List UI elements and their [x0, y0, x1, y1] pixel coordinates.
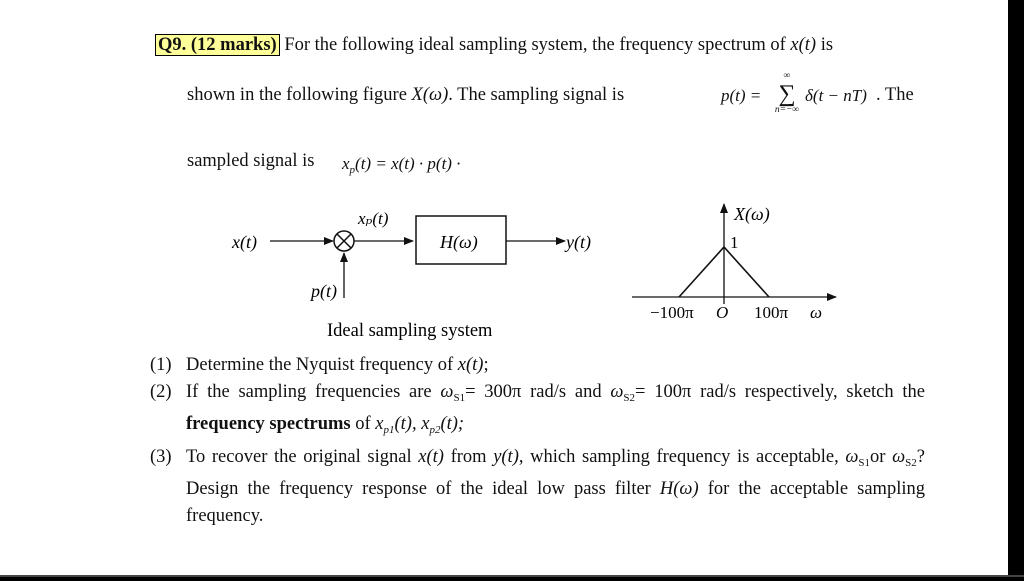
omega-s2-sub: S2 [905, 456, 917, 469]
multiplier-output-label: xₚ(t) [358, 209, 389, 228]
spectrum-pos-tick-label: 100π [754, 303, 789, 322]
item3-text-e: for the acceptable sampling frequency. [186, 479, 925, 526]
item-text [186, 352, 925, 379]
xp-rest: (t) = x(t) · p(t) · [355, 154, 461, 173]
item2-text-e: (t), [394, 414, 422, 434]
item-text [186, 379, 925, 444]
item1-text-a: Determine the Nyquist frequency of [186, 355, 458, 375]
item1-xt: x(t) [457, 355, 484, 375]
item-text [186, 444, 925, 530]
item2-text-c: = 100π rad/s respectively, sketch the [635, 381, 925, 402]
item3-yt: y(t) [493, 446, 519, 467]
line2-text: shown in the following figure [187, 85, 412, 105]
line3-text: sampled signal is [187, 151, 315, 171]
input-label: x(t) [232, 232, 257, 252]
omega-s2: ω [892, 446, 906, 467]
question-number: Q9. (12 marks) [155, 34, 280, 56]
filter-label: H(ω) [440, 232, 478, 252]
delta-expression: δ(t − nT) [805, 86, 867, 105]
line2-end: . The [876, 85, 914, 105]
sampling-label: p(t) [311, 281, 337, 301]
sum-symbol: ∑ [778, 80, 796, 107]
item2-text-a: If the sampling frequencies are [186, 381, 441, 402]
spectrum-symbol: X(ω) [411, 85, 449, 105]
sub-question-3 [150, 444, 925, 530]
spectrum-neg-tick-label: −100π [650, 303, 694, 322]
xp2: x [421, 414, 430, 434]
sub-question-1 [150, 352, 925, 379]
item3-or: or [870, 446, 893, 467]
omega-s1-sub: S1 [453, 391, 466, 404]
item-number: (3) [150, 446, 172, 467]
diagram-caption: Ideal sampling system [327, 321, 493, 341]
item1-text-c: ; [483, 355, 489, 375]
xp-base: x [342, 154, 350, 173]
spectrum-x-label: ω [810, 303, 823, 322]
xp2-sub: p2 [429, 424, 441, 436]
xp1-sub: p1 [383, 424, 395, 436]
spectrum-origin-label: O [716, 303, 729, 322]
omega-s2: ω [610, 381, 624, 402]
item2-text-f: (t); [440, 414, 465, 434]
output-label: y(t) [566, 232, 591, 252]
omega-s1: ω [440, 381, 454, 402]
item3-filter: H(ω) [659, 479, 699, 499]
item-number: (1) [150, 355, 172, 375]
sum-upper-limit: ∞ [783, 71, 791, 81]
sub-question-2 [150, 379, 925, 444]
line1-end: is [816, 35, 834, 55]
omega-s2-sub: S2 [623, 391, 636, 404]
p-equation: p(t) = [721, 86, 762, 105]
x-of-t: x(t) [790, 35, 817, 55]
item3-xt: x(t) [418, 446, 444, 467]
item2-text-b: = 300π rad/s and [465, 381, 611, 402]
item2-text-d: of [350, 414, 376, 434]
xp1: x [375, 414, 384, 434]
xp-subscript: p [349, 164, 356, 176]
omega-s1-sub: S1 [858, 456, 871, 469]
bottom-border [0, 575, 1024, 577]
line2-mid: . The sampling signal is [448, 85, 625, 105]
spectrum-peak-label: 1 [730, 233, 739, 252]
item2-bold: frequency spectrums [186, 414, 351, 434]
item3-text-b: from [443, 446, 494, 467]
item3-text-d: ? Design the frequency response of the ideal low pass filter [186, 446, 926, 499]
item3-text-c: , which sampling frequency is acceptable, [518, 446, 846, 467]
item-number: (2) [150, 381, 172, 402]
item3-text-a: To recover the original signal [186, 446, 419, 467]
sub-questions [150, 352, 925, 529]
line1-text: For the following ideal sampling system, the frequency spectrum of [279, 35, 791, 55]
multiplier-symbol [334, 231, 354, 251]
sum-lower-limit: n=−∞ [774, 104, 800, 115]
spectrum-y-label: X(ω) [734, 204, 770, 224]
omega-s1: ω [845, 446, 859, 467]
